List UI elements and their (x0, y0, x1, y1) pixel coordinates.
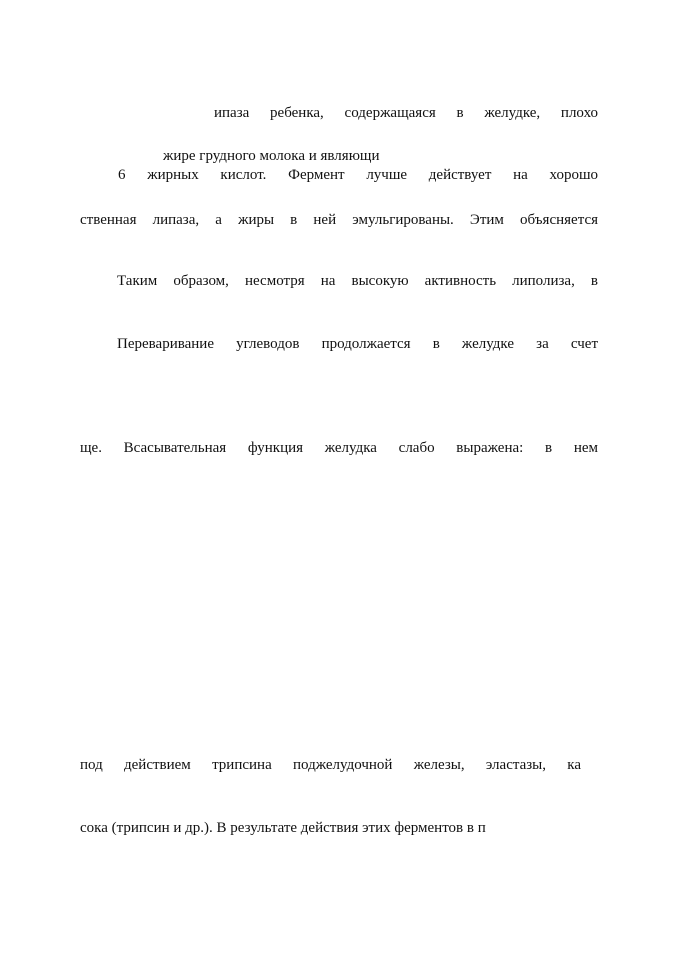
text-line-5: Таким образом, несмотря на высокую активность липолиза, в (117, 273, 598, 289)
text-line-9: сока (трипсин и др.). В результате действия этих ферментов в п (80, 820, 486, 836)
text-line-6: Переваривание углеводов продолжается в желудке за счет (117, 336, 598, 352)
text-line-1: ипаза ребенка, содержащаяся в желудке, плохо (214, 105, 598, 121)
text-line-3: 6 жирных кислот. Фермент лучше действует на хорошо (118, 167, 598, 183)
text-line-4: ственная липаза, а жиры в ней эмульгированы. Этим объясняется (80, 212, 598, 228)
text-line-2: жире грудного молока и являющи (163, 148, 380, 164)
text-line-7: ще. Всасывательная функция желудка слабо выражена: в нем (80, 440, 598, 456)
text-line-8: под действием трипсина поджелудочной железы, эластазы, ка (80, 757, 581, 773)
